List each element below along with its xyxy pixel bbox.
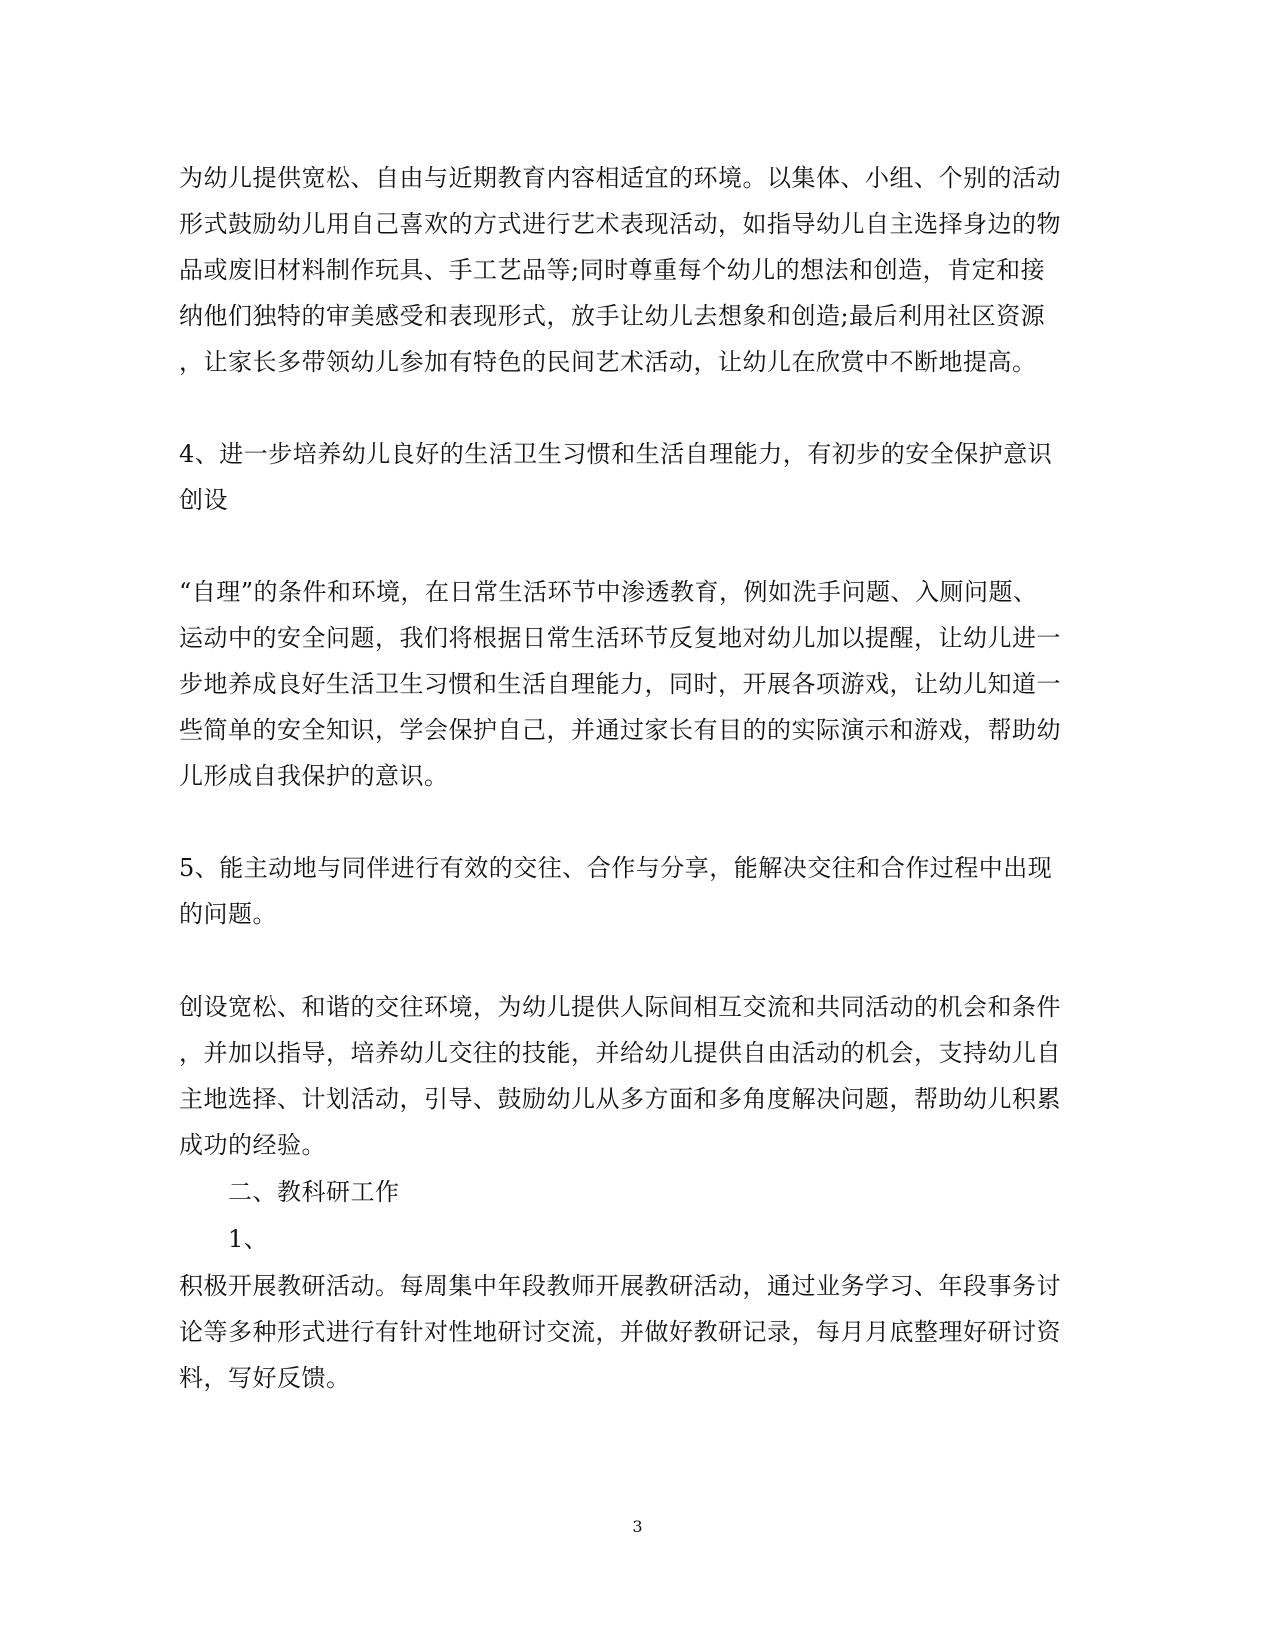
text-line: 料，写好反馈。 <box>179 1364 351 1392</box>
text-line: ，让家长多带领幼儿参加有特色的民间艺术活动，让幼儿在欣赏中不断地提高。 <box>179 348 1037 376</box>
text-line: 为幼儿提供宽松、自由与近期教育内容相适宜的环境。以集体、小组、个别的活动 <box>179 164 1061 192</box>
text-line: “自理”的条件和环境，在日常生活环节中渗透教育，例如洗手问题、入厕问题、 <box>179 578 1038 606</box>
text-line: 论等多种形式进行有针对性地研讨交流，并做好教研记录，每月月底整理好研讨资 <box>179 1318 1061 1346</box>
list-number: 1、 <box>228 1225 269 1253</box>
text-line: 的问题。 <box>179 900 277 928</box>
text-line: 形式鼓励幼儿用自己喜欢的方式进行艺术表现活动，如指导幼儿自主选择身边的物 <box>179 210 1061 238</box>
text-line: 积极开展教研活动。每周集中年段教师开展教研活动，通过业务学习、年段事务讨 <box>179 1272 1061 1300</box>
text-line: 儿形成自我保护的意识。 <box>179 762 449 790</box>
text-line: 步地养成良好生活卫生习惯和生活自理能力，同时，开展各项游戏，让幼儿知道一 <box>179 670 1061 698</box>
text-line: 运动中的安全问题，我们将根据日常生活环节反复地对幼儿加以提醒，让幼儿进一 <box>179 624 1061 652</box>
text-line: 创设 <box>179 486 228 514</box>
section-heading-4: 4、进一步培养幼儿良好的生活卫生习惯和生活自理能力，有初步的安全保护意识 <box>179 440 1053 468</box>
section-heading-2: 二、教科研工作 <box>228 1178 400 1206</box>
text-line: 成功的经验。 <box>179 1131 326 1159</box>
text-line: 纳他们独特的审美感受和表现形式，放手让幼儿去想象和创造;最后利用社区资源 <box>179 302 1046 330</box>
section-heading-5: 5、能主动地与同伴进行有效的交往、合作与分享，能解决交往和合作过程中出现 <box>179 854 1053 882</box>
page-number: 3 <box>632 1517 643 1536</box>
text-line: 主地选择、计划活动，引导、鼓励幼儿从多方面和多角度解决问题，帮助幼儿积累 <box>179 1085 1061 1113</box>
text-line: 创设宽松、和谐的交往环境，为幼儿提供人际间相互交流和共同活动的机会和条件 <box>179 993 1061 1021</box>
text-line: ，并加以指导，培养幼儿交往的技能，并给幼儿提供自由活动的机会，支持幼儿自 <box>179 1039 1061 1067</box>
text-line: 些简单的安全知识，学会保护自己，并通过家长有目的的实际演示和游戏，帮助幼 <box>179 716 1061 744</box>
text-line: 品或废旧材料制作玩具、手工艺品等;同时尊重每个幼儿的想法和创造，肯定和接 <box>179 256 1046 284</box>
